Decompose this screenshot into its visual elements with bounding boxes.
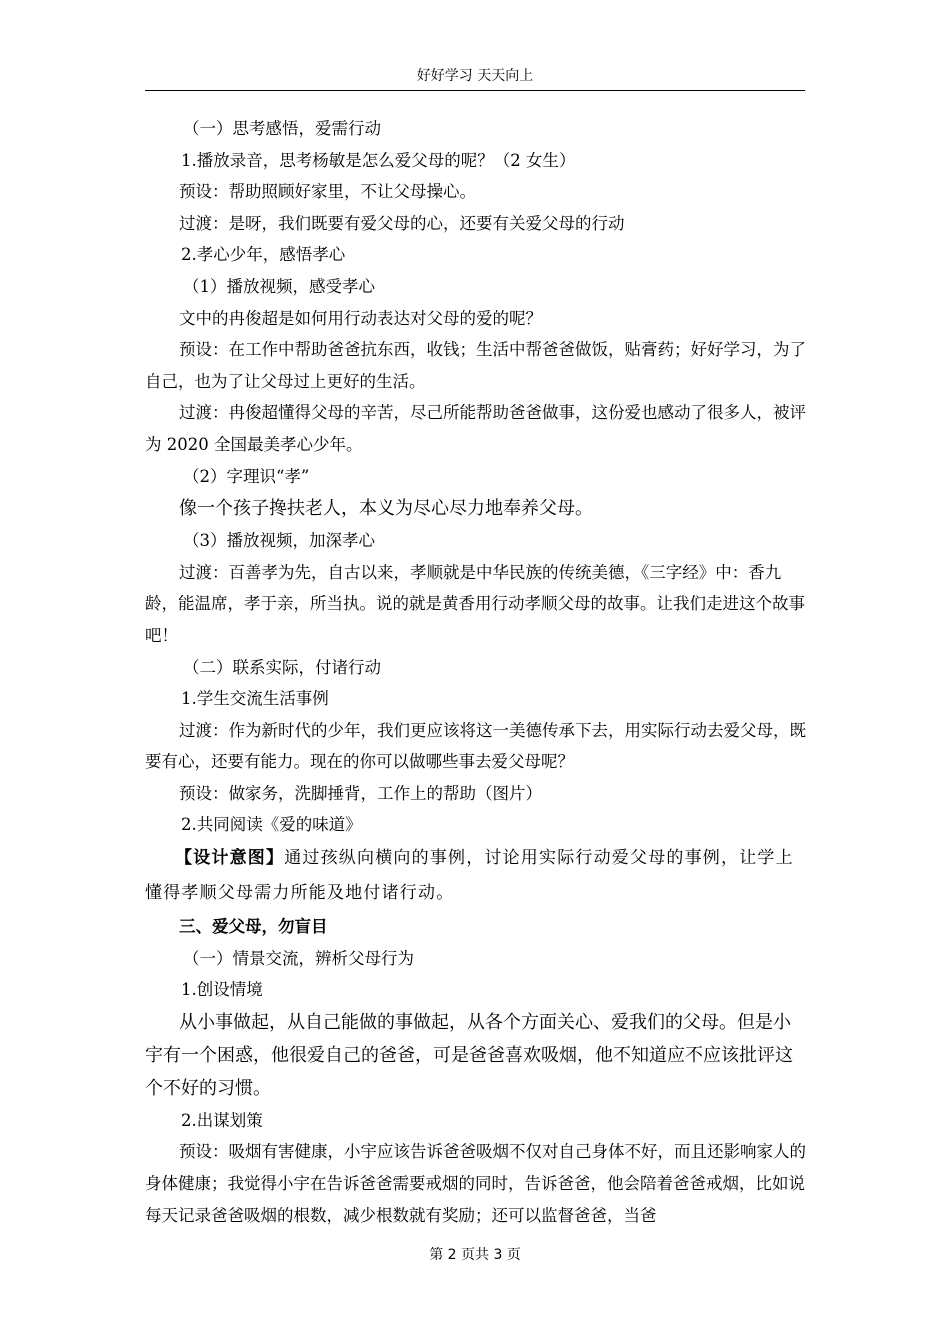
transition-1: 过渡：是呀，我们既要有爱父母的心，还要有关爱父母的行动	[179, 213, 625, 233]
transition-3: 过渡：百善孝为先，自古以来，孝顺就是中华民族的传统美德，《三字经》中：香九龄，能温席，孝于亲，所当执。说的就是黄香用行动孝顺父母的故事。让我们走进这个故事吧！	[145, 562, 805, 645]
section-3-title: 三、爱父母，勿盲目	[179, 917, 328, 937]
preset-3: 预设：做家务，洗脚捶背，工作上的帮助（图片）	[179, 783, 542, 803]
sub-item-character: （2）字理识“孝”	[183, 466, 310, 486]
section-3-item-2: 2.出谋划策	[181, 1110, 263, 1130]
item-recording: 1.播放录音，思考杨敏是怎么爱父母的呢？（2 女生）	[181, 150, 576, 170]
item-filial-youth: 2.孝心少年，感悟孝心	[181, 245, 346, 265]
heading-part-2: （二）联系实际，付诸行动	[183, 657, 381, 677]
character-meaning: 像一个孩子搀扶老人，本义为尽心尽力地奉养父母。	[179, 498, 593, 520]
design-intent-text: 通过孩纵向横向的事例，讨论用实际行动爱父母的事例，让学上懂得孝顺父母需力所能及地付诸行动。	[145, 848, 794, 904]
sub-item-video-2: （3）播放视频，加深孝心	[183, 531, 375, 551]
preset-2: 预设：在工作中帮助爸爸抗东西，收钱；生活中帮爸爸做饭，贴膏药；好好学习，为了自己，也为了让父母过上更好的生活。	[145, 340, 806, 391]
header-text: 好好学习 天天向上	[416, 68, 534, 84]
design-intent-tag: 【设计意图】	[175, 848, 285, 869]
heading-part-1: （一）思考感悟，爱需行动	[183, 119, 381, 138]
item-reading: 2.共同阅读《爱的味道》	[181, 815, 362, 835]
document-body	[145, 113, 807, 1231]
section-3-sub-1: （一）情景交流，辨析父母行为	[183, 948, 414, 968]
sub-item-video-1: （1）播放视频，感受孝心	[183, 276, 375, 296]
question-1: 文中的冉俊超是如何用行动表达对父母的爱的呢？	[179, 308, 542, 328]
page-header	[145, 64, 805, 91]
design-intent	[145, 841, 807, 911]
page-number: 第 2 页共 3 页	[429, 1247, 521, 1263]
preset-1: 预设：帮助照顾好家里，不让父母操心。	[179, 182, 476, 202]
section-3-item-1: 1.创设情境	[181, 980, 263, 1000]
transition-2: 过渡：冉俊超懂得父母的辛苦，尽己所能帮助爸爸做事，这份爱也感动了很多人，被评为 2020 全国最美孝心少年。	[145, 403, 806, 454]
section-3-para-1: 从小事做起，从自己能做的事做起，从各个方面关心、爱我们的父母。但是小宇有一个困惑，他很爱自己的爸爸，可是爸爸喜欢吸烟，他不知道应不应该批评这个不好的习惯。	[145, 1011, 793, 1099]
item-life-examples: 1.学生交流生活事例	[181, 689, 329, 709]
transition-4: 过渡：作为新时代的少年，我们更应该将这一美德传承下去，用实际行动去爱父母，既要有心，还要有能力。现在的你可以做哪些事去爱父母呢？	[145, 720, 806, 772]
section-3-para-2: 预设：吸烟有害健康，小宇应该告诉爸爸吸烟不仅对自己身体不好，而且还影响家人的身体健康；我觉得小宇在告诉爸爸需要戒烟的同时，告诉爸爸，他会陪着爸爸戒烟，比如说每天记录爸爸吸烟的根数，减少根数就有奖励；还可以监督爸爸，当爸	[145, 1142, 806, 1225]
page-footer	[0, 1244, 950, 1264]
